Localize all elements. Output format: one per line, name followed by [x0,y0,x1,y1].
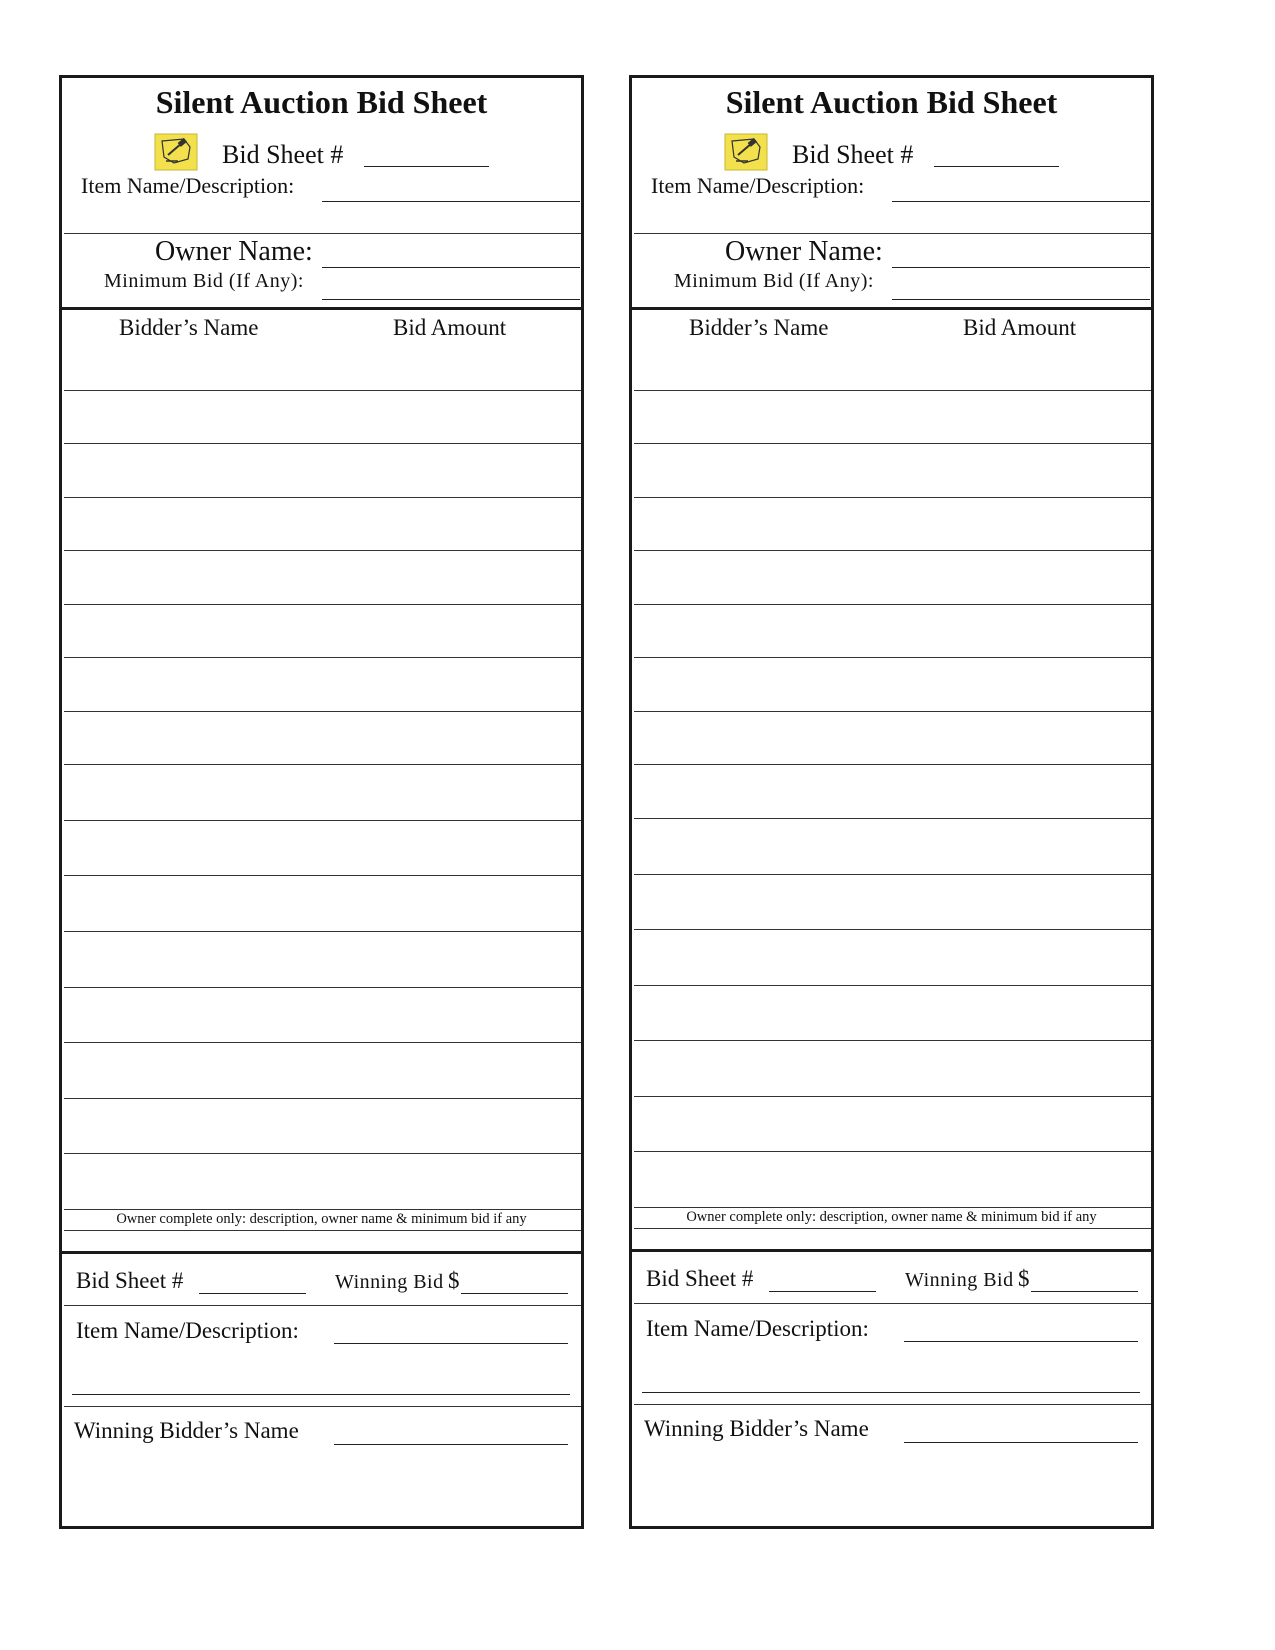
bid-row-line[interactable] [64,764,581,765]
owner-name-label: Owner Name: [725,236,883,267]
owner-name-label: Owner Name: [155,236,313,267]
bid-row-line[interactable] [634,929,1151,930]
winning-bidder-label: Winning Bidder’s Name [74,1418,299,1443]
bid-row-line[interactable] [64,550,581,551]
bid-row-line[interactable] [64,604,581,605]
section-divider [62,307,581,310]
bid-row-line[interactable] [64,931,581,932]
bid-row-line[interactable] [634,818,1151,819]
divider [634,1228,1151,1229]
minimum-bid-label: Minimum Bid (If Any): [104,270,304,292]
bid-sheet-number-label: Bid Sheet # [792,140,914,169]
winning-bid-field[interactable] [461,1293,568,1294]
bid-row-line[interactable] [64,1042,581,1043]
bid-row-line[interactable] [634,657,1151,658]
bid-sheet-number-field[interactable] [364,166,489,167]
item-description-label: Item Name/Description: [651,173,865,198]
bid-row-line[interactable] [634,1151,1151,1152]
bid-row-line[interactable] [634,550,1151,551]
bid-row-line[interactable] [634,874,1151,875]
bid-sheet-number-field[interactable] [934,166,1059,167]
stub-bid-sheet-label: Bid Sheet # [76,1268,184,1293]
sheet-title: Silent Auction Bid Sheet [725,84,1058,120]
item-description-field[interactable] [892,201,1150,202]
bid-amount-header: Bid Amount [963,315,1077,340]
bid-row-line[interactable] [64,1098,581,1099]
divider [634,233,1151,234]
owner-name-field[interactable] [322,267,580,268]
winning-bidder-label: Winning Bidder’s Name [644,1416,869,1441]
sheet-title: Silent Auction Bid Sheet [155,84,488,120]
bid-row-line[interactable] [64,443,581,444]
divider [64,1406,581,1407]
divider [64,233,581,234]
stub-bid-sheet-field[interactable] [769,1291,876,1292]
winning-bid-field[interactable] [1031,1291,1138,1292]
owner-note: Owner complete only: description, owner name & minimum bid if any [686,1209,1097,1225]
auction-gavel-icon [154,133,198,171]
divider [64,1305,581,1306]
bid-row-line[interactable] [634,497,1151,498]
stub-item-description-label: Item Name/Description: [646,1316,869,1341]
item-description-field[interactable] [322,201,580,202]
auction-gavel-icon [724,133,768,171]
divider [634,1404,1151,1405]
stub-divider [632,1249,1151,1252]
minimum-bid-label: Minimum Bid (If Any): [674,270,874,292]
item-description-label: Item Name/Description: [81,173,295,198]
bid-row-line[interactable] [634,443,1151,444]
bid-row-line[interactable] [634,604,1151,605]
bid-sheet-left [59,75,584,1529]
bid-row-line[interactable] [64,987,581,988]
bid-sheet-right [629,75,1154,1529]
bid-row-line[interactable] [64,1153,581,1154]
bid-row-line[interactable] [634,985,1151,986]
bid-row-line[interactable] [634,764,1151,765]
section-divider [632,307,1151,310]
stub-divider [62,1251,581,1254]
bid-row-line[interactable] [64,711,581,712]
bidder-name-header: Bidder’s Name [119,315,259,340]
stub-item-description-field[interactable] [334,1343,568,1344]
bid-row-line[interactable] [634,390,1151,391]
minimum-bid-field[interactable] [892,299,1150,300]
minimum-bid-field[interactable] [322,299,580,300]
owner-name-field[interactable] [892,267,1150,268]
bid-row-line[interactable] [634,711,1151,712]
bid-row-line[interactable] [64,820,581,821]
stub-item-description-field-2[interactable] [72,1394,570,1395]
bid-row-line[interactable] [634,1096,1151,1097]
winning-bid-label: Winning Bid [905,1269,1014,1291]
dollar-sign: $ [448,1268,460,1293]
bid-amount-header: Bid Amount [393,315,507,340]
bidder-name-header: Bidder’s Name [689,315,829,340]
winning-bidder-field[interactable] [904,1442,1138,1443]
bid-row-line[interactable] [64,1209,581,1210]
bid-sheet-number-label: Bid Sheet # [222,140,344,169]
bid-row-line[interactable] [634,1207,1151,1208]
divider [634,1303,1151,1304]
winning-bidder-field[interactable] [334,1444,568,1445]
bid-row-line[interactable] [64,497,581,498]
stub-item-description-label: Item Name/Description: [76,1318,299,1343]
bid-row-line[interactable] [634,1040,1151,1041]
owner-note: Owner complete only: description, owner name & minimum bid if any [116,1211,527,1227]
bid-row-line[interactable] [64,657,581,658]
bid-row-line[interactable] [64,390,581,391]
dollar-sign: $ [1018,1266,1030,1291]
stub-item-description-field-2[interactable] [642,1392,1140,1393]
divider [64,1230,581,1231]
bid-row-line[interactable] [64,875,581,876]
stub-bid-sheet-label: Bid Sheet # [646,1266,754,1291]
winning-bid-label: Winning Bid [335,1271,444,1293]
stub-bid-sheet-field[interactable] [199,1293,306,1294]
stub-item-description-field[interactable] [904,1341,1138,1342]
